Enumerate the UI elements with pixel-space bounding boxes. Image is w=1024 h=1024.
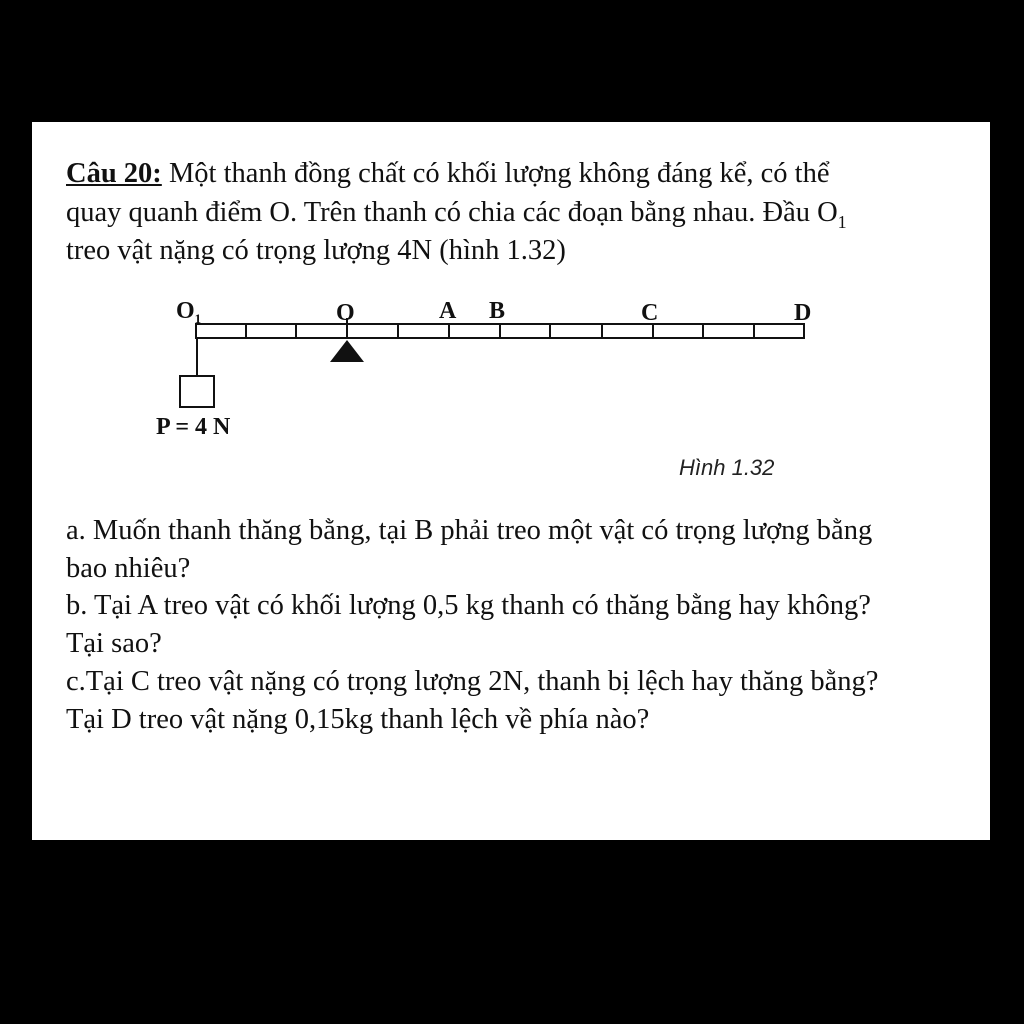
part-c-line-1: c.Tại C treo vật nặng có trọng lượng 2N, thanh bị lệch hay thăng bằng? xyxy=(66,666,879,697)
lever-figure xyxy=(32,122,990,502)
document-page xyxy=(32,122,990,840)
part-b-line-1: b. Tại A treo vật có khối lượng 0,5 kg thanh có thăng bằng hay không? xyxy=(66,590,871,621)
part-b-line-2: Tại sao? xyxy=(66,628,162,659)
weight-label: P = 4 N xyxy=(156,414,231,440)
pivot-triangle xyxy=(330,340,364,362)
label-o1: $O_1$ xyxy=(176,298,202,326)
label-d: D xyxy=(794,300,812,326)
label-a: A xyxy=(439,298,457,324)
question-line-1-text: Một thanh đồng chất có khối lượng không đáng kể, có thể xyxy=(161,158,830,189)
weight-box xyxy=(180,376,214,407)
part-c-line-2: Tại D treo vật nặng 0,15kg thanh lệch về phía nào? xyxy=(66,704,650,735)
label-c: C xyxy=(641,300,659,326)
part-a-line-2: bao nhiêu? xyxy=(66,553,191,584)
label-b: B xyxy=(489,298,506,324)
question-line-2-text: quay quanh điểm O. Trên thanh có chia các đoạn bằng nhau. Đầu O xyxy=(66,197,838,228)
question-line-2-subscript: 1 xyxy=(837,212,847,232)
label-o: O xyxy=(336,300,355,326)
figure-caption: Hình 1.32 xyxy=(679,455,775,480)
part-a-line-1: a. Muốn thanh thăng bằng, tại B phải treo một vật có trọng lượng bằng xyxy=(66,515,873,546)
question-line-3: treo vật nặng có trọng lượng 4N (hình 1.32) xyxy=(66,235,566,266)
question-label: Câu 20: xyxy=(66,158,162,189)
